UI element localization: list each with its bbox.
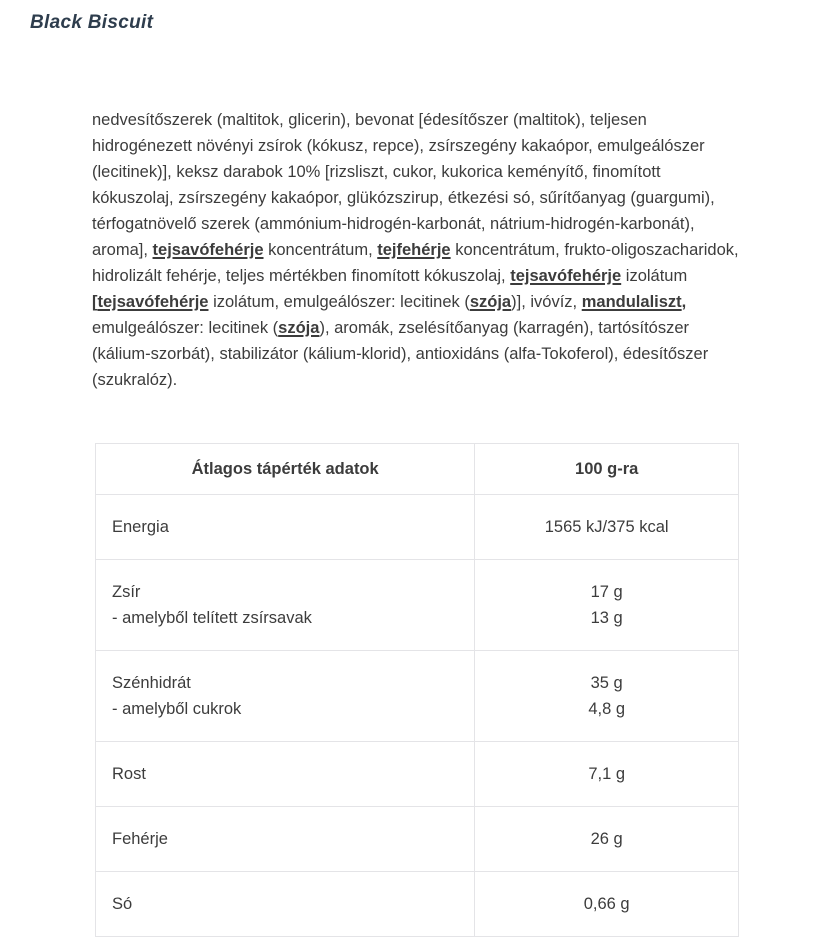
nutrient-value-line: 17 g [590,582,623,601]
nutrition-header-amount: 100 g-ra [475,443,739,494]
nutrient-name-line: - amelyből telített zsírsavak [112,608,312,627]
ingredient-allergen: szója [469,292,512,311]
ingredient-text: koncentrátum, frukto-oligoszacharidok, hidrolizált fehérje, teljes mértékben finomított kókuszolaj, [92,240,739,285]
nutrient-value-cell [475,494,739,559]
nutrient-name-line: Só [112,894,133,913]
nutrient-value-cell [475,871,739,936]
ingredient-allergen: tejfehérje [377,240,451,259]
nutrient-name-cell [96,806,475,871]
nutrient-value-line: 1565 kJ/375 kcal [544,517,669,536]
nutrient-name-cell [96,741,475,806]
ingredients-paragraph [92,107,740,393]
ingredient-text: ), aromák, zselésítőanyag (karragén), tartósítószer (kálium-szorbát), stabilizátor (kálium-klorid), antioxidáns (alfa-Tokoferol), édesítőszer (szukralóz). [92,318,709,389]
nutrient-name-line: Zsír [112,582,141,601]
nutrient-name-line: Fehérje [112,829,168,848]
table-row [96,559,739,650]
ingredient-allergen: tejsavófehérje [97,292,209,311]
table-row [96,650,739,741]
page-title: Black Biscuit [30,12,154,33]
nutrient-name-line: Szénhidrát [112,673,191,692]
table-row [96,871,739,936]
ingredient-allergen: tejsavófehérje [510,266,622,285]
nutrient-name-cell [96,559,475,650]
nutrient-value-line: 4,8 g [588,699,626,718]
nutrition-table [95,443,739,937]
nutrient-value-line: 13 g [590,608,623,627]
table-row [96,494,739,559]
nutrient-value-line: 0,66 g [583,894,630,913]
nutrient-name-cell [96,871,475,936]
nutrient-value-line: 7,1 g [588,764,626,783]
nutrient-name-cell [96,650,475,741]
ingredient-text: emulgeálószer: lecitinek ( [92,318,279,337]
table-row [96,741,739,806]
nutrient-value-cell [475,650,739,741]
ingredient-allergen: tejsavófehérje [152,240,264,259]
table-row [96,806,739,871]
nutrient-value-cell [475,806,739,871]
nutrient-value-line: 35 g [590,673,623,692]
nutrient-value-line: 26 g [590,829,623,848]
ingredient-allergen: , [681,292,687,311]
nutrition-header-label: Átlagos tápérték adatok [96,443,475,494]
ingredient-text: izolátum [621,266,688,285]
nutrient-name-cell [96,494,475,559]
product-page [0,12,839,937]
ingredient-allergen: [ [92,292,98,311]
nutrition-body [96,494,739,936]
nutrient-name-line: Energia [112,517,169,536]
ingredient-allergen: szója [278,318,320,337]
ingredient-text: )], ivóvíz, [511,292,582,311]
nutrient-value-cell [475,559,739,650]
nutrition-header-row [96,443,739,494]
nutrient-name-line: Rost [112,764,146,783]
ingredient-text: koncentrátum, [263,240,378,259]
ingredient-text: aroma], [92,240,153,259]
ingredient-text: izolátum, emulgeálószer: lecitinek ( [208,292,470,311]
ingredient-allergen: mandulaliszt [581,292,682,311]
nutrient-name-line: - amelyből cukrok [112,699,242,718]
ingredient-text: nedvesítőszerek (maltitok, glicerin), bevonat [édesítőszer (maltitok), teljesen hidrogénezett növényi zsírok (kókusz, repce), zsírszegény kakaópor, emulgeálószer (lecitinek)], keksz darabok 10% [rizsliszt, cukor, kukorica keményítő, finomított kókuszolaj, zsírszegény kakaópor, glükózszirup, étkezési só, sűrítőanyag (guargumi), térfogatnövelő szerek (ammónium-hidrogén-karbonát, nátrium-hidrogén-karbonát), [92,110,715,233]
nutrient-value-cell [475,741,739,806]
